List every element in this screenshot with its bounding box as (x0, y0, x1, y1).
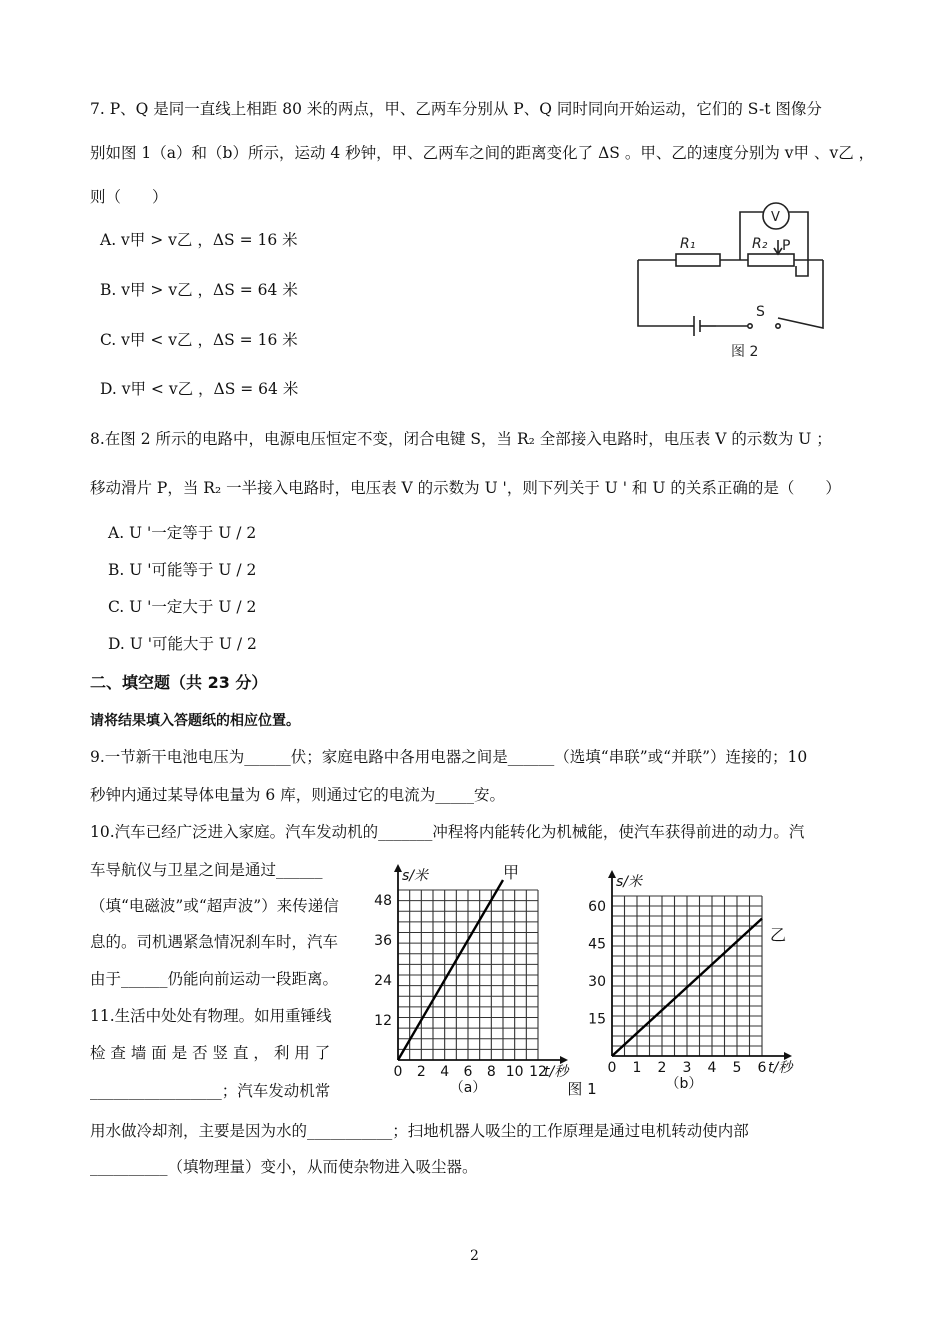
section-instruction: 请将结果填入答题纸的相应位置。 (90, 713, 300, 729)
x-tick-label: 8 (486, 1064, 496, 1080)
q10-line1: 10.汽车已经广泛进入家庭。汽车发动机的_______冲程将内能转化为机械能，使汽车获得前进的动力。汽 (90, 823, 805, 841)
y-tick-label: 45 (588, 936, 606, 953)
series-label: 乙 (770, 925, 787, 945)
q10-line5: 由于______仍能向前运动一段距离。 (90, 970, 339, 988)
q8-line1: 8.在图 2 所示的电路中，电源电压恒定不变，闭合电键 S，当 R₂ 全部接入电路时，电压表 V 的示数为 U ； (90, 430, 832, 448)
y-axis-label: s/米 (616, 874, 643, 890)
r2-label: R₂ (752, 236, 768, 252)
switch-label: S (756, 304, 765, 320)
q8-line2: 移动滑片 P，当 R₂ 一半接入电路时，电压表 V 的示数为 U '，则下列关于 U ' 和 U 的关系正确的是（ ） (90, 479, 841, 497)
q7-line1: 7. P、Q 是同一直线上相距 80 米的两点，甲、乙两车分别从 P、Q 同时同向开始运动，它们的 S-t 图像分 (90, 100, 822, 118)
x-tick-label: 12 (529, 1064, 547, 1080)
section-title: 二、填空题（共 23 分） (90, 673, 268, 692)
x-tick-label: 2 (416, 1064, 426, 1080)
q8-option-b: B. U '可能等于 U / 2 (108, 561, 257, 579)
x-tick-label: 4 (440, 1064, 450, 1080)
x-tick-label: 0 (607, 1060, 617, 1076)
x-tick-label: 3 (682, 1060, 692, 1076)
q7-option-b: B. v甲 > v乙 ，ΔS = 64 米 (100, 281, 298, 299)
q11-line4: 用水做冷却剂，主要是因为水的___________；扫地机器人吸尘的工作原理是通过电机转动使内部 (90, 1122, 749, 1140)
fig2-caption: 图 2 (731, 344, 759, 360)
x-tick-label: 6 (757, 1060, 767, 1076)
fig1-charts (360, 860, 830, 1100)
y-tick-label: 60 (588, 899, 606, 915)
x-tick-label: 10 (505, 1064, 524, 1080)
q11-line5: __________（填物理量）变小，从而使杂物进入吸尘器。 (90, 1158, 478, 1176)
voltmeter-label: V (771, 210, 780, 225)
y-tick-label: 12 (374, 1013, 392, 1029)
slider-p-label: P (782, 238, 791, 254)
q7-line3: 则（ ） (90, 188, 168, 206)
q7-option-a: A. v甲 > v乙 ，ΔS = 16 米 (100, 231, 298, 249)
r1-label: R₁ (680, 236, 696, 252)
y-tick-label: 48 (374, 893, 392, 909)
q11-line3: _________________；汽车发动机常 (90, 1082, 331, 1100)
y-tick-label: 15 (588, 1011, 606, 1028)
chart-sub-caption: （b） (665, 1076, 703, 1092)
series-label: 甲 (503, 863, 520, 882)
y-axis-arrow (608, 870, 616, 878)
x-tick-label: 5 (732, 1060, 742, 1076)
x-tick-label: 4 (707, 1060, 717, 1076)
circuit-diagram-fig2 (628, 198, 838, 363)
q8-option-c: C. U '一定大于 U / 2 (108, 598, 257, 616)
y-tick-label: 36 (374, 933, 392, 949)
x-axis-arrow (560, 1056, 568, 1064)
x-axis-label: t/秒 (768, 1060, 793, 1076)
q9-line2: 秒钟内通过某导体电量为 6 库，则通过它的电流为_____安。 (90, 786, 505, 804)
fig1-caption: 图 1 (567, 1080, 597, 1098)
q7-line2: 别如图 1（a）和（b）所示，运动 4 秒钟，甲、乙两车之间的距离变化了 ΔS 。甲、乙的速度分别为 v甲 、v乙 ， (90, 144, 875, 162)
x-axis-arrow (784, 1052, 792, 1060)
q10-line3: （填“电磁波”或“超声波”）来传递信 (90, 897, 339, 915)
q8-option-d: D. U '可能大于 U / 2 (108, 635, 257, 653)
y-axis-arrow (394, 864, 402, 872)
x-tick-label: 6 (463, 1064, 473, 1080)
q8-option-a: A. U '一定等于 U / 2 (108, 524, 257, 542)
x-tick-label: 1 (632, 1060, 642, 1076)
q9-line1: 9.一节新干电池电压为______伏；家庭电路中各用电器之间是______（选填“串联”或“并联”）连接的；10 (90, 748, 808, 766)
page-number: 2 (470, 1248, 479, 1264)
chart-sub-caption: （a） (449, 1080, 487, 1096)
q11-line1: 11.生活中处处有物理。如用重锤线 (90, 1007, 332, 1025)
q11-line2: 检 查 墙 面 是 否 竖 直 ， 利 用 了 (90, 1044, 331, 1062)
q7-option-d: D. v甲 < v乙 ，ΔS = 64 米 (100, 380, 299, 398)
series-line (398, 880, 503, 1060)
x-axis-label: t/秒 (544, 1064, 569, 1080)
x-tick-label: 0 (393, 1064, 403, 1080)
q10-line4: 息的。司机遇紧急情况刹车时，汽车 (90, 933, 339, 951)
x-tick-label: 2 (657, 1060, 667, 1076)
y-tick-label: 24 (374, 973, 392, 989)
q7-option-c: C. v甲 < v乙 ，ΔS = 16 米 (100, 331, 298, 349)
y-tick-label: 30 (588, 974, 606, 990)
y-axis-label: s/米 (402, 868, 429, 884)
q10-line2: 车导航仪与卫星之间是通过______ (90, 861, 323, 879)
